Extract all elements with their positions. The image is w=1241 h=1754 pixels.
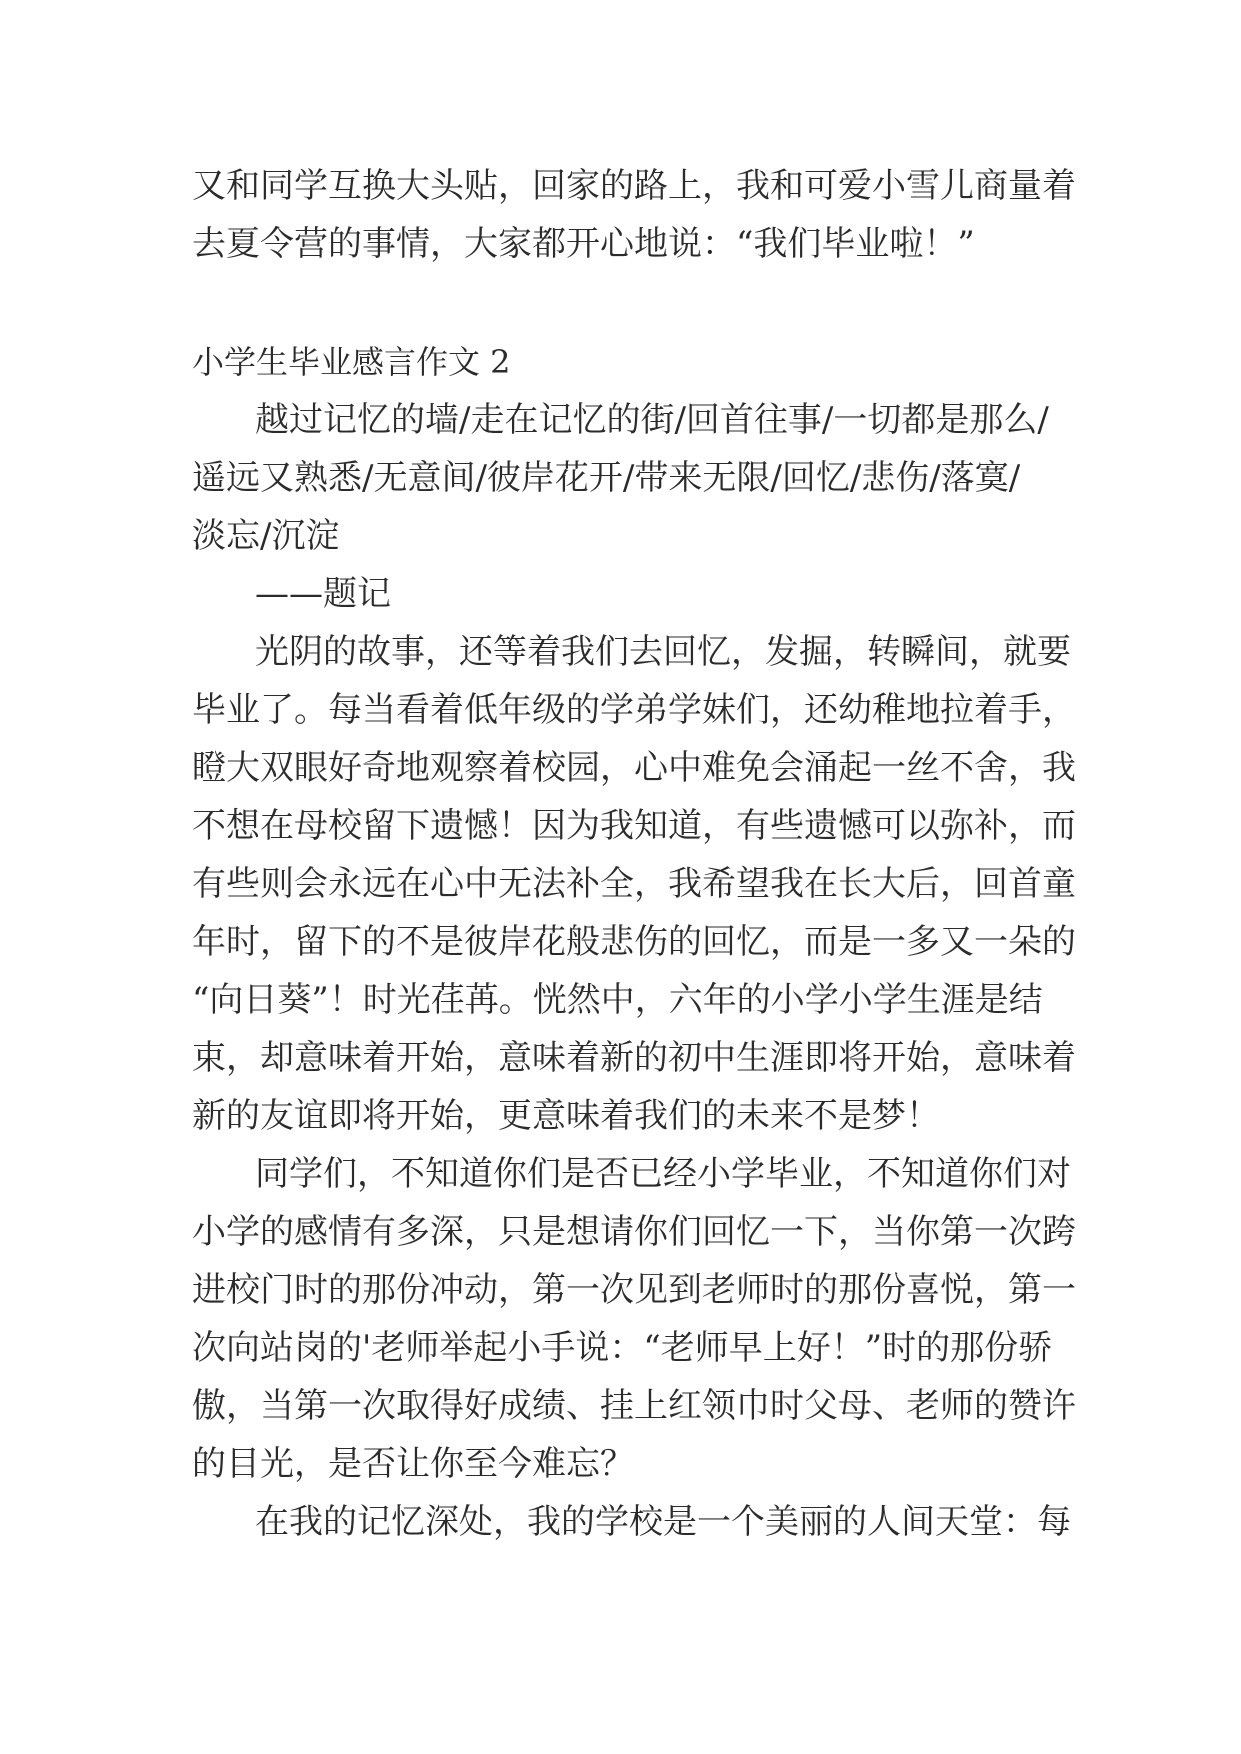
paragraph-line: 进校门时的那份冲动，第一次见到老师时的那份喜悦，第一 <box>192 1270 1076 1310</box>
paragraph-line: 小学的感情有多深，只是想请你们回忆一下，当你第一次跨 <box>192 1212 1076 1252</box>
paragraph-line: 在我的记忆深处，我的学校是一个美丽的人间天堂：每 <box>255 1502 1071 1542</box>
paragraph-line: 傲，当第一次取得好成绩、挂上红领巾时父母、老师的赞许 <box>192 1386 1076 1426</box>
intro-line: 又和同学互换大头贴，回家的路上，我和可爱小雪儿商量着 <box>192 166 1076 206</box>
paragraph-line: 毕业了。每当看着低年级的学弟学妹们，还幼稚地拉着手， <box>192 690 1076 730</box>
paragraph-line: 光阴的故事，还等着我们去回忆，发掘，转瞬间，就要 <box>255 632 1071 672</box>
paragraph-line: 有些则会永远在心中无法补全，我希望我在长大后，回首童 <box>192 864 1076 904</box>
paragraph-line: 束，却意味着开始，意味着新的初中生涯即将开始，意味着 <box>192 1038 1076 1078</box>
paragraph-line: 瞪大双眼好奇地观察着校园，心中难免会涌起一丝不舍，我 <box>192 748 1076 788</box>
paragraph-line: 淡忘/沉淀 <box>192 516 340 556</box>
paragraph-line: “向日葵”！时光荏苒。恍然中，六年的小学小学生涯是结 <box>192 980 1043 1020</box>
paragraph-line: 新的友谊即将开始，更意味着我们的未来不是梦！ <box>192 1096 940 1136</box>
section-title: 小学生毕业感言作文 2 <box>192 343 511 381</box>
epigraph-attribution: ——题记 <box>255 574 391 614</box>
intro-line: 去夏令营的事情，大家都开心地说：“我们毕业啦！” <box>192 224 975 264</box>
paragraph-line: 不想在母校留下遗憾！因为我知道，有些遗憾可以弥补，而 <box>192 806 1076 846</box>
paragraph-line: 越过记忆的墙/走在记忆的街/回首往事/一切都是那么/ <box>255 400 1049 440</box>
paragraph-line: 遥远又熟悉/无意间/彼岸花开/带来无限/回忆/悲伤/落寞/ <box>192 458 1021 498</box>
paragraph-line: 同学们，不知道你们是否已经小学毕业，不知道你们对 <box>255 1154 1071 1194</box>
paragraph-line: 的目光，是否让你至今难忘？ <box>192 1444 634 1484</box>
paragraph-line: 年时，留下的不是彼岸花般悲伤的回忆，而是一多又一朵的 <box>192 922 1076 962</box>
paragraph-line: 次向站岗的'老师举起小手说：“老师早上好！”时的那份骄 <box>192 1328 1053 1368</box>
